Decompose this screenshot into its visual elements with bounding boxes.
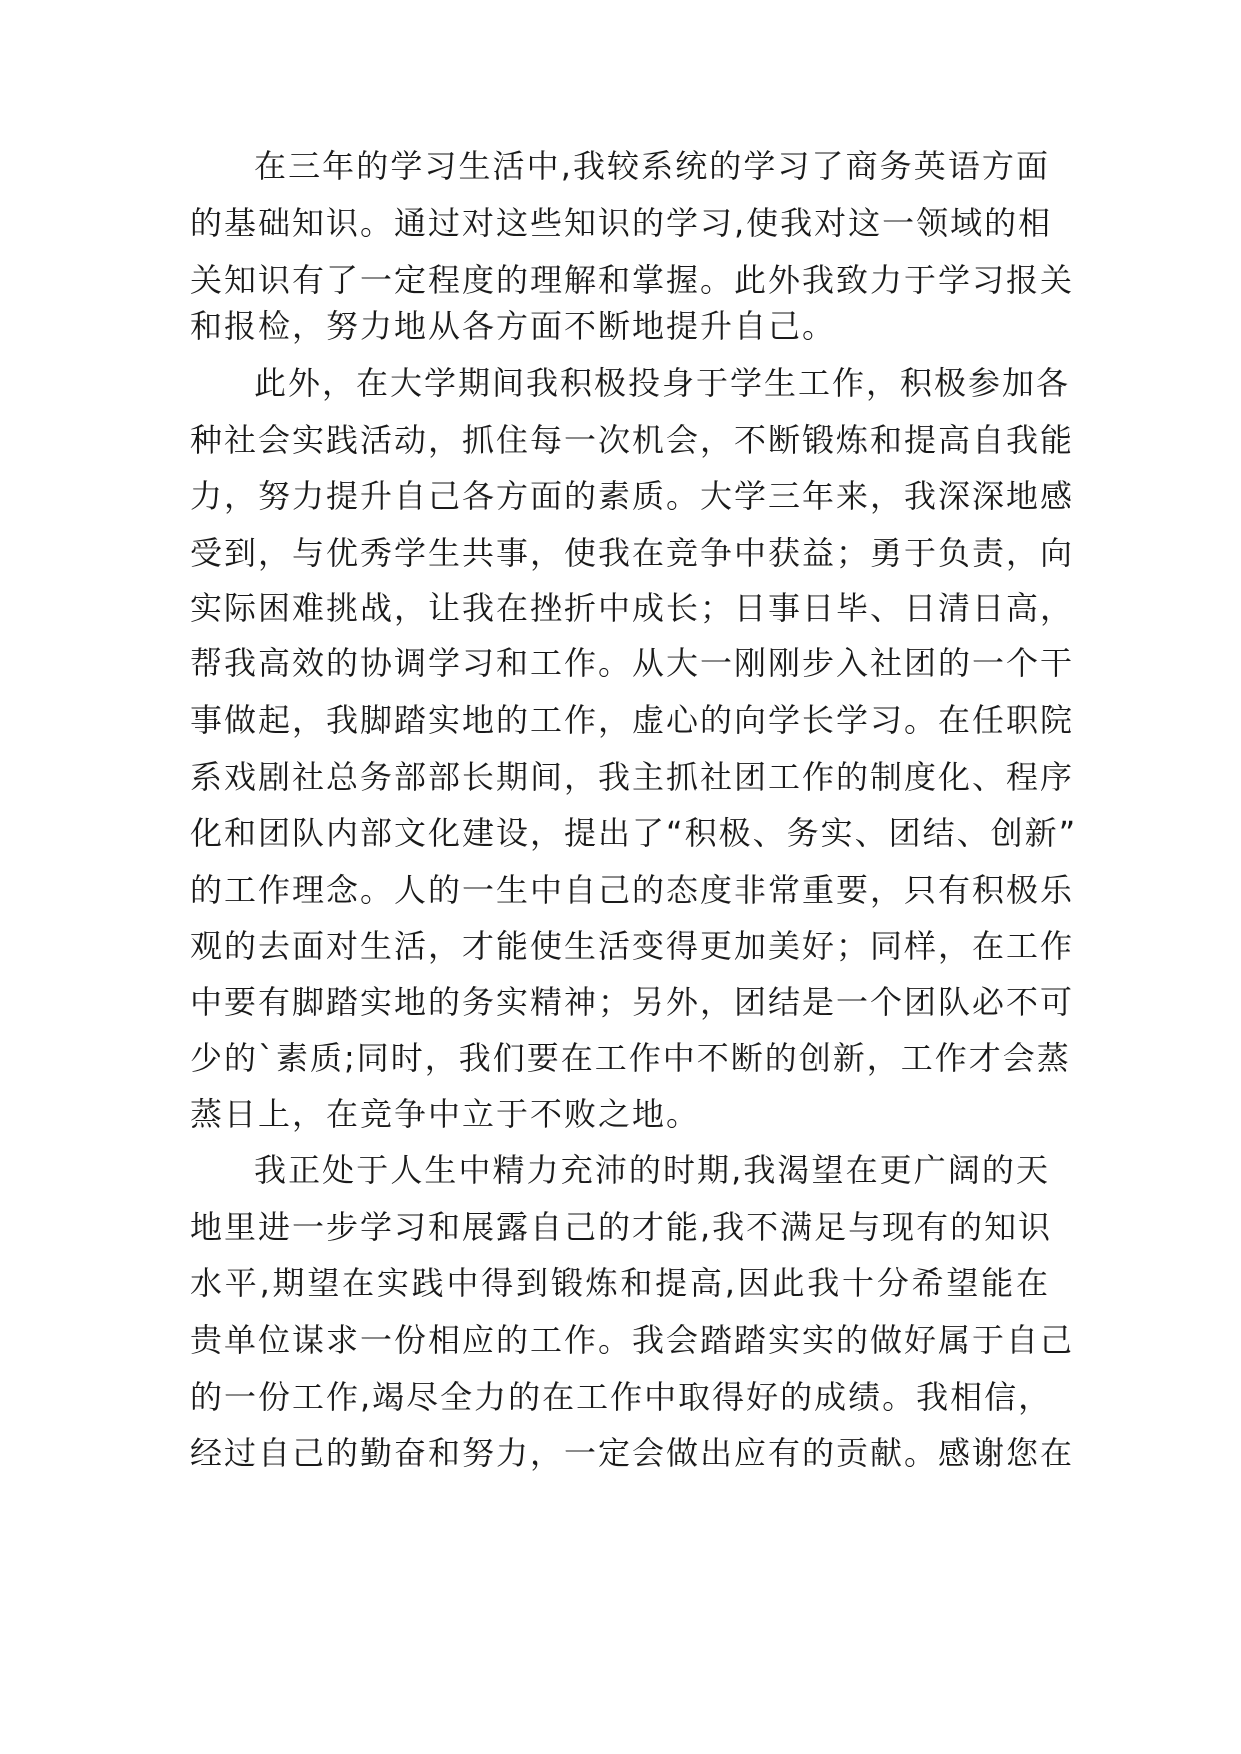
paragraph-2-line-11: 观的去面对生活，才能使生活变得更加美好；同样，在工作: [190, 927, 1075, 965]
paragraph-2-line-6: 帮我高效的协调学习和工作。从大一刚刚步入社团的一个干: [190, 644, 1075, 682]
paragraph-2-line-8: 系戏剧社总务部部长期间，我主抓社团工作的制度化、程序: [190, 758, 1075, 796]
paragraph-3-line-5: 的一份工作,竭尽全力的在工作中取得好的成绩。我相信，: [190, 1378, 1053, 1416]
paragraph-3-line-3: 水平,期望在实践中得到锻炼和提高,因此我十分希望能在: [190, 1264, 1050, 1302]
paragraph-2-line-4: 受到，与优秀学生共事，使我在竞争中获益；勇于负责，向: [190, 534, 1075, 572]
paragraph-2-line-1: 此外，在大学期间我积极投身于学生工作，积极参加各: [254, 364, 1071, 402]
paragraph-2-line-9: 化和团队内部文化建设，提出了“积极、务实、团结、创新”: [190, 814, 1078, 852]
paragraph-1-line-2: 的基础知识。通过对这些知识的学习,使我对这一领域的相: [190, 204, 1053, 242]
paragraph-2-line-7: 事做起，我脚踏实地的工作，虚心的向学长学习。在任职院: [190, 701, 1075, 739]
paragraph-1-line-3: 关知识有了一定程度的理解和掌握。此外我致力于学习报关: [190, 261, 1075, 299]
paragraph-2-line-14: 蒸日上，在竞争中立于不败之地。: [190, 1095, 701, 1133]
paragraph-2-line-5: 实际困难挑战，让我在挫折中成长；日事日毕、日清日高，: [190, 589, 1075, 627]
paragraph-1-line-4: 和报检，努力地从各方面不断地提升自己。: [190, 307, 837, 345]
paragraph-2-line-2: 种社会实践活动，抓住每一次机会，不断锻炼和提高自我能: [190, 421, 1075, 459]
paragraph-3-line-4: 贵单位谋求一份相应的工作。我会踏踏实实的做好属于自己: [190, 1321, 1075, 1359]
paragraph-2-line-3: 力，努力提升自己各方面的素质。大学三年来，我深深地感: [190, 477, 1075, 515]
paragraph-3-line-6: 经过自己的勤奋和努力，一定会做出应有的贡献。感谢您在: [190, 1434, 1075, 1472]
paragraph-2-line-12: 中要有脚踏实地的务实精神；另外，团结是一个团队必不可: [190, 983, 1075, 1021]
paragraph-1-line-1: 在三年的学习生活中,我较系统的学习了商务英语方面: [254, 147, 1050, 185]
paragraph-3-line-2: 地里进一步学习和展露自己的才能,我不满足与现有的知识: [190, 1208, 1053, 1246]
paragraph-2-line-10: 的工作理念。人的一生中自己的态度非常重要，只有积极乐: [190, 871, 1075, 909]
paragraph-2-line-13: 少的`素质;同时，我们要在工作中不断的创新，工作才会蒸: [190, 1039, 1071, 1077]
paragraph-3-line-1: 我正处于人生中精力充沛的时期,我渴望在更广阔的天: [254, 1151, 1050, 1189]
